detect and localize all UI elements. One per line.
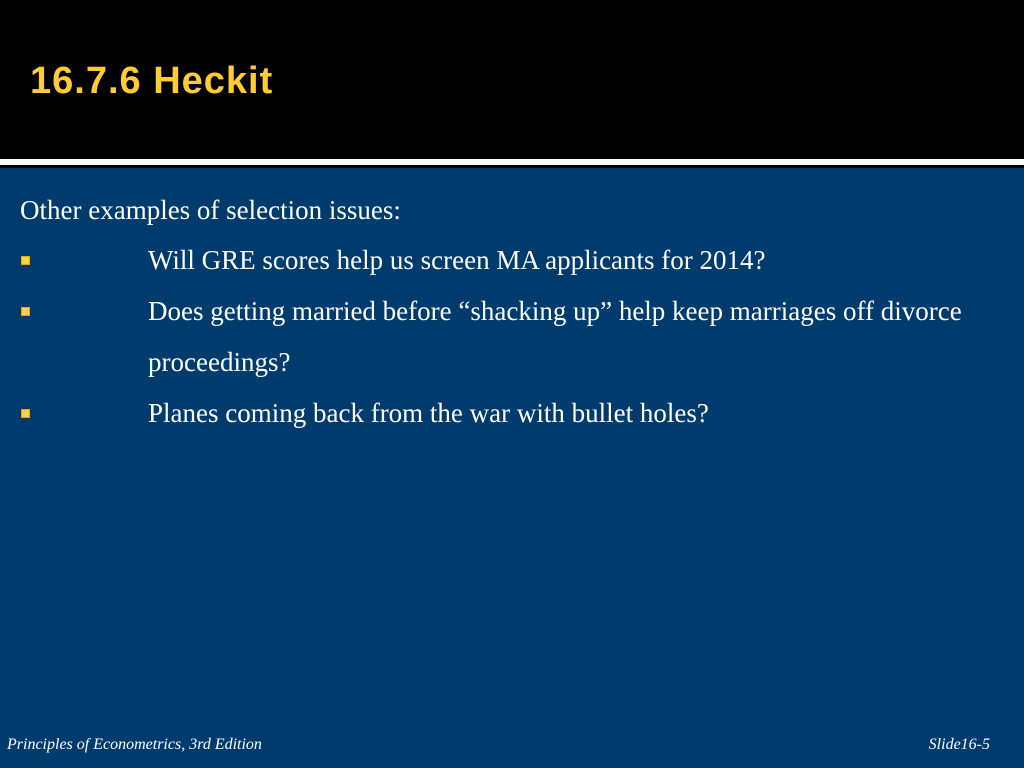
bullet-text: Does getting married before “shacking up” help keep marriages off divorce proceedings? [148, 296, 962, 377]
title-divider-shadow [0, 165, 1024, 168]
bullet-list [0, 243, 1024, 447]
bullet-item-marriage [0, 294, 1024, 396]
square-bullet-icon [21, 307, 30, 316]
footer-book-title: Principles of Econometrics, 3rd Edition [7, 736, 262, 753]
intro-text: Other examples of selection issues: [20, 195, 401, 225]
footer-slide-number: Slide16-5 [928, 736, 990, 753]
bullet-text: Will GRE scores help us screen MA applicants for 2014? [148, 245, 766, 275]
bullet-text: Planes coming back from the war with bullet holes? [148, 398, 709, 428]
title-bar [0, 0, 1024, 159]
square-bullet-icon [21, 409, 30, 418]
slide-title: 16.7.6 Heckit [30, 60, 274, 102]
square-bullet-icon [21, 256, 30, 265]
bullet-item-planes [0, 396, 1024, 447]
